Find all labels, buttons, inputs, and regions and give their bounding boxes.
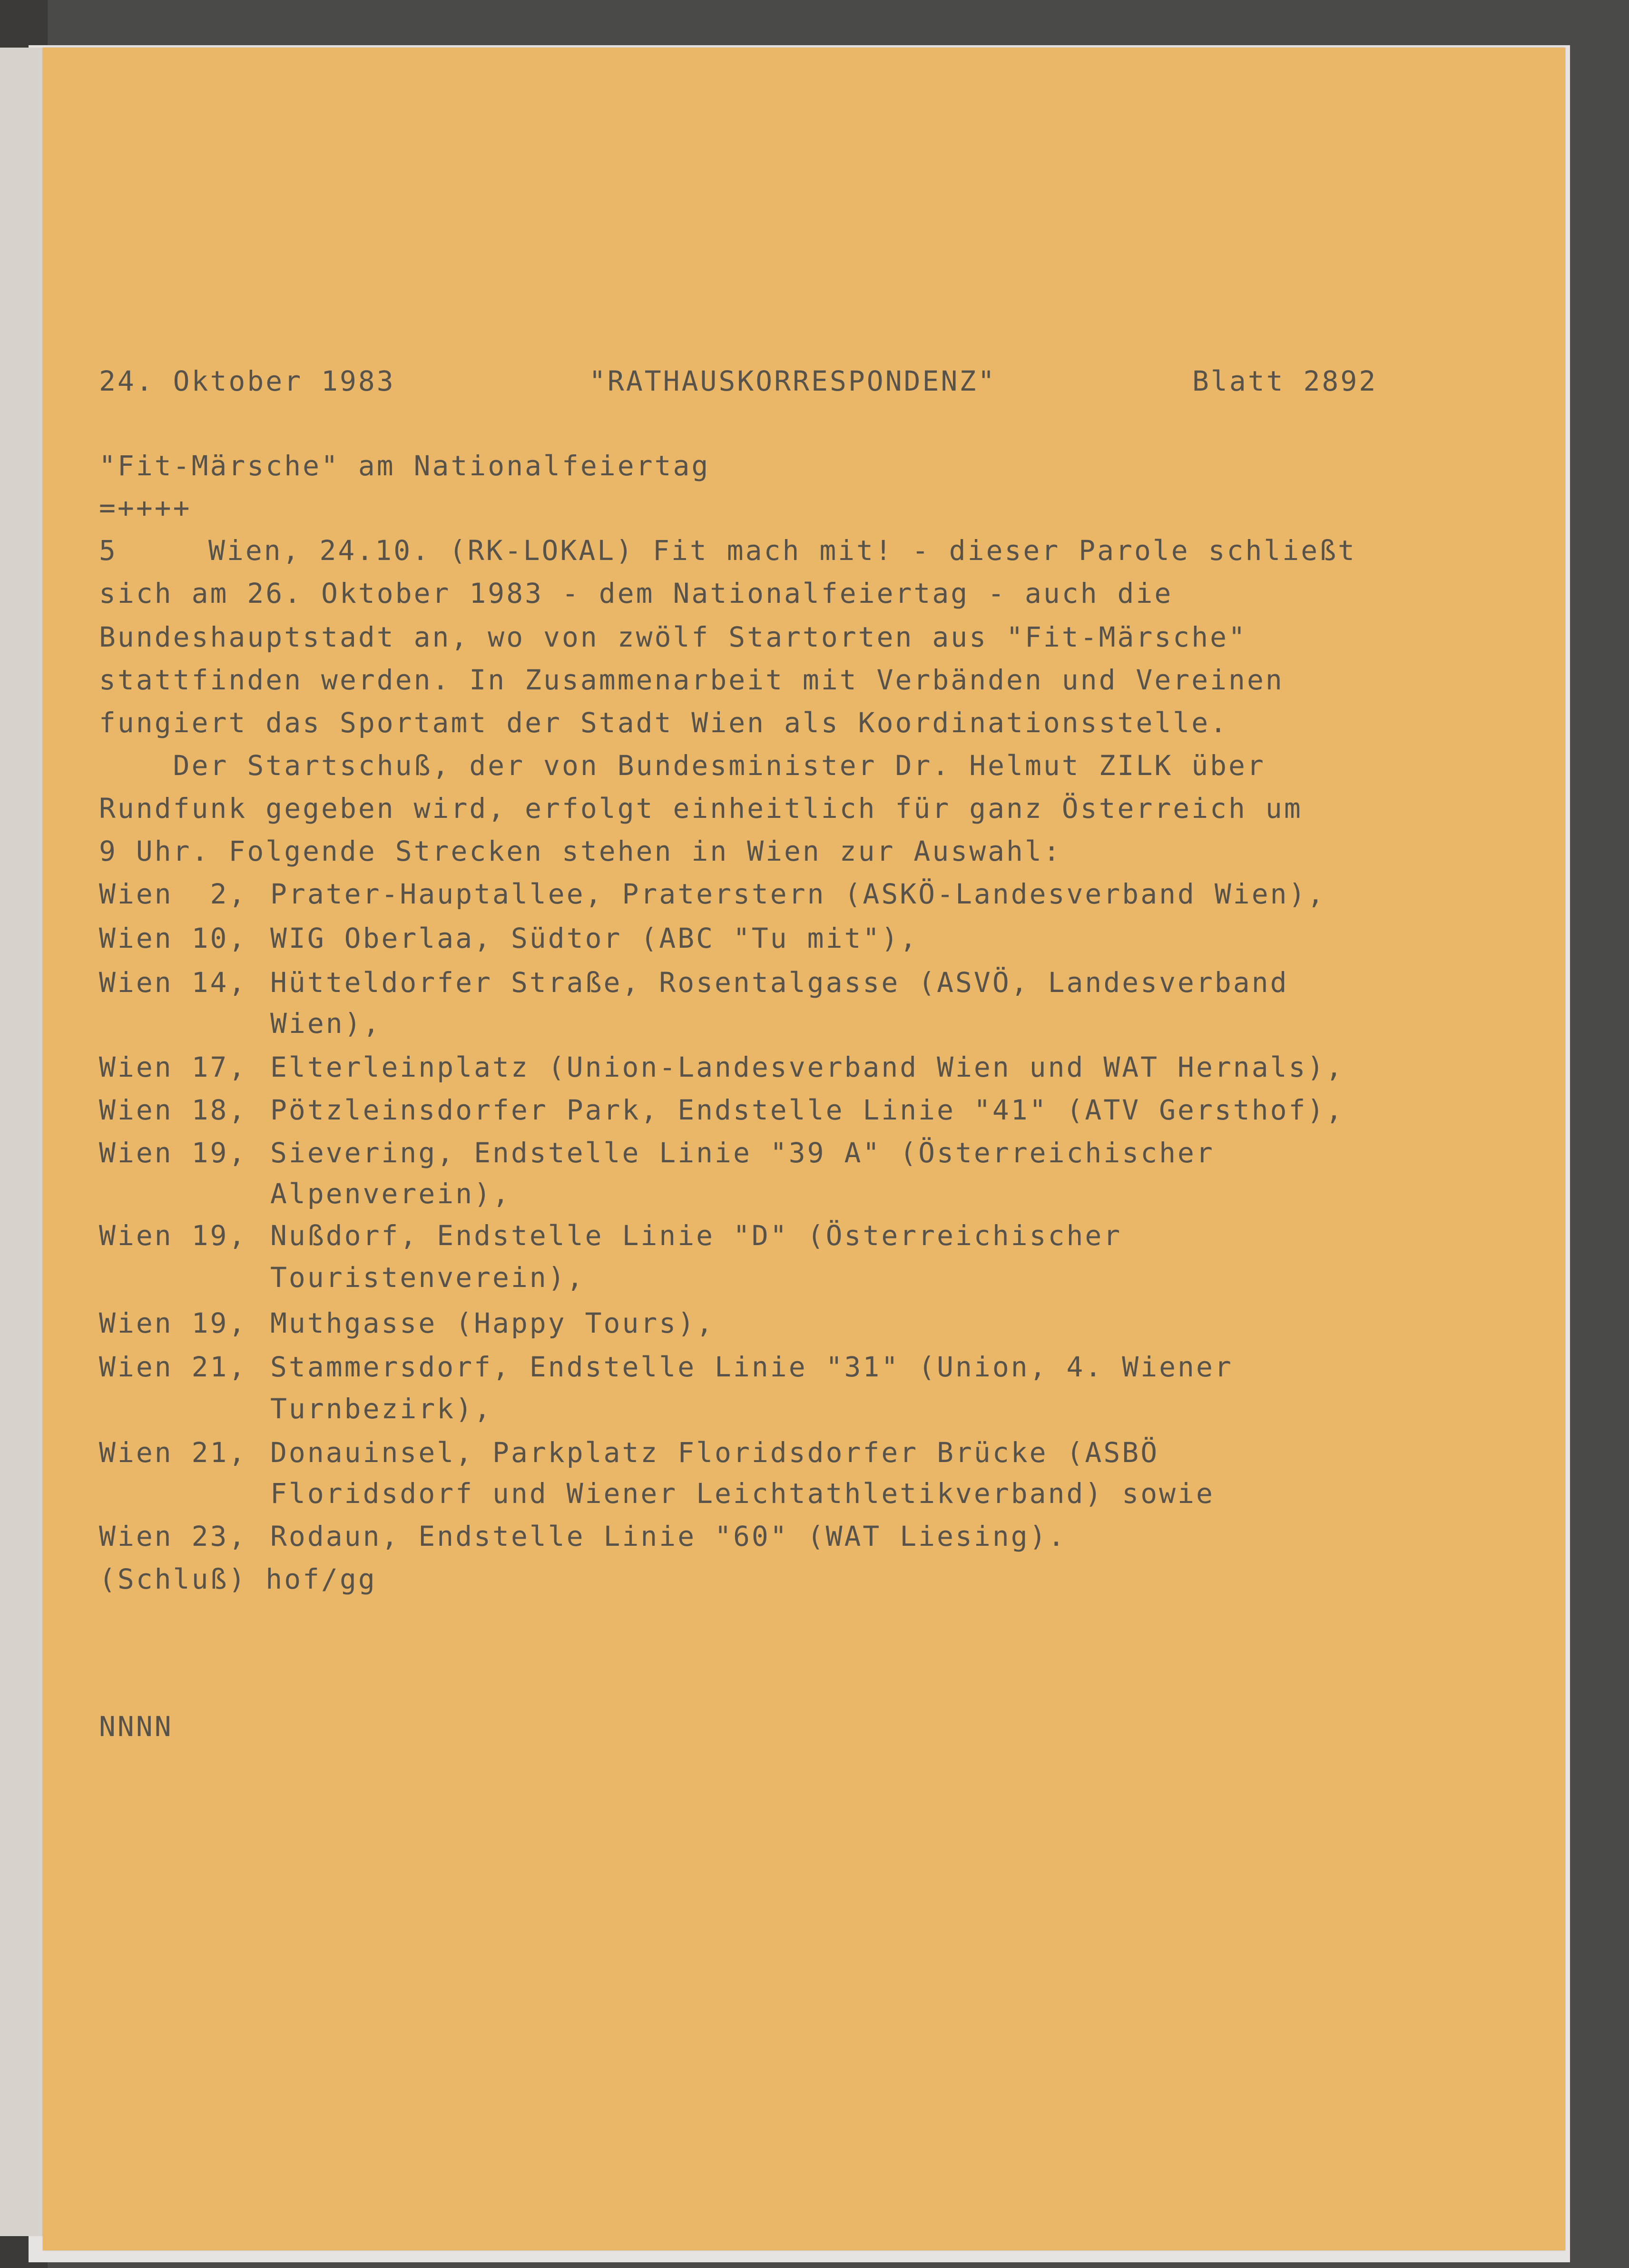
route-district: Wien 19, (99, 1137, 247, 1169)
header-sheet-number: Blatt 2892 (1192, 365, 1378, 397)
route-text: Nußdorf, Endstelle Linie "D" (Österreichischer (270, 1219, 1122, 1252)
route-text: Wien), (270, 1007, 382, 1040)
route-district: Wien 17, (99, 1051, 247, 1083)
route-district: Wien 2, (99, 878, 247, 910)
paragraph1-line: stattfinden werden. In Zusammenarbeit mit Verbänden und Vereinen (99, 664, 1284, 696)
route-text: Stammersdorf, Endstelle Linie "31" (Union, 4. Wiener (270, 1351, 1233, 1383)
route-district: Wien 10, (99, 922, 247, 954)
lead-number: 5 (99, 534, 118, 567)
route-text: Rodaun, Endstelle Linie "60" (WAT Liesing). (270, 1520, 1067, 1552)
route-district: Wien 14, (99, 966, 247, 999)
header-publication: "RATHAUSKORRESPONDENZ" (589, 365, 997, 397)
route-district: Wien 23, (99, 1520, 247, 1552)
end-mark: NNNN (99, 1710, 173, 1743)
route-text: Turnbezirk), (270, 1393, 493, 1425)
closing-line: (Schluß) hof/gg (99, 1563, 377, 1595)
route-text: Touristenverein), (270, 1261, 585, 1294)
paragraph1-line: sich am 26. Oktober 1983 - dem Nationalfeiertag - auch die (99, 577, 1173, 609)
route-district: Wien 19, (99, 1219, 247, 1252)
article-title: "Fit-Märsche" am Nationalfeiertag (99, 450, 710, 482)
paragraph1-line: Bundeshauptstadt an, wo von zwölf Startorten aus "Fit-Märsche" (99, 621, 1247, 653)
route-text: Elterleinplatz (Union-Landesverband Wien und WAT Hernals), (270, 1051, 1344, 1083)
route-text: Floridsdorf und Wiener Leichtathletikverband) sowie (270, 1477, 1215, 1510)
route-text: Sievering, Endstelle Linie "39 A" (Österreichischer (270, 1137, 1215, 1169)
paragraph2-line: Der Startschuß, der von Bundesminister Dr. Helmut ZILK über (99, 749, 1266, 782)
spine-page (0, 48, 43, 2236)
title-marks: =++++ (99, 491, 192, 524)
header-date: 24. Oktober 1983 (99, 365, 395, 397)
lead-line: Wien, 24.10. (RK-LOKAL) Fit mach mit! - dieser Parole schließt (208, 534, 1356, 567)
route-district: Wien 21, (99, 1351, 247, 1383)
paragraph2-line: 9 Uhr. Folgende Strecken stehen in Wien zur Auswahl: (99, 835, 1062, 867)
route-district: Wien 21, (99, 1436, 247, 1469)
document-page (43, 48, 1565, 2250)
paragraph2-line: Rundfunk gegeben wird, erfolgt einheitlich für ganz Österreich um (99, 792, 1303, 825)
route-text: Prater-Hauptallee, Praterstern (ASKÖ-Landesverband Wien), (270, 878, 1326, 910)
paragraph1-line: fungiert das Sportamt der Stadt Wien als Koordinationsstelle. (99, 707, 1229, 739)
route-text: Muthgasse (Happy Tours), (270, 1307, 715, 1339)
route-district: Wien 18, (99, 1094, 247, 1126)
route-text: Alpenverein), (270, 1178, 511, 1210)
route-text: WIG Oberlaa, Südtor (ABC "Tu mit"), (270, 922, 919, 954)
route-text: Pötzleinsdorfer Park, Endstelle Linie "41" (ATV Gersthof), (270, 1094, 1344, 1126)
route-text: Donauinsel, Parkplatz Floridsdorfer Brücke (ASBÖ (270, 1436, 1159, 1469)
route-text: Hütteldorfer Straße, Rosentalgasse (ASVÖ, Landesverband (270, 966, 1289, 999)
route-district: Wien 19, (99, 1307, 247, 1339)
